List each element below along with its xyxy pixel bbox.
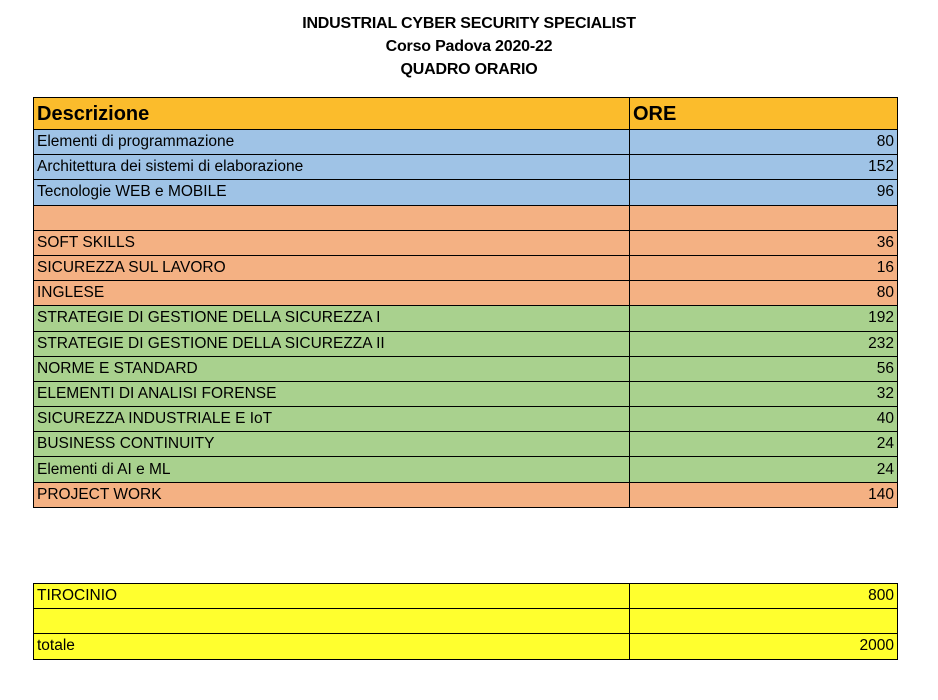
table-row <box>34 407 898 432</box>
row-ore: 16 <box>630 255 898 280</box>
summary-ore: 2000 <box>630 634 898 659</box>
summary-row-totale <box>34 634 898 659</box>
table-row <box>34 255 898 280</box>
title-line-1: INDUSTRIAL CYBER SECURITY SPECIALIST <box>302 15 636 32</box>
row-descrizione: INGLESE <box>34 281 630 306</box>
row-ore: 56 <box>630 356 898 381</box>
row-ore: 152 <box>630 155 898 180</box>
table-row <box>34 457 898 482</box>
table-row <box>34 432 898 457</box>
table-row <box>34 230 898 255</box>
row-ore: 140 <box>630 482 898 507</box>
table-row <box>34 381 898 406</box>
row-ore: 80 <box>630 281 898 306</box>
table-row <box>34 281 898 306</box>
row-descrizione: NORME E STANDARD <box>34 356 630 381</box>
row-descrizione: STRATEGIE DI GESTIONE DELLA SICUREZZA II <box>34 331 630 356</box>
row-ore: 24 <box>630 432 898 457</box>
row-ore: 96 <box>630 180 898 205</box>
row-descrizione: SICUREZZA SUL LAVORO <box>34 255 630 280</box>
row-descrizione: SICUREZZA INDUSTRIALE E IoT <box>34 407 630 432</box>
table-header-row <box>34 98 898 130</box>
row-descrizione: Elementi di AI e ML <box>34 457 630 482</box>
table-row <box>34 155 898 180</box>
row-descrizione <box>34 205 630 230</box>
row-ore: 232 <box>630 331 898 356</box>
row-ore: 24 <box>630 457 898 482</box>
summary-row-empty <box>34 609 898 634</box>
summary-row-tirocinio <box>34 584 898 609</box>
row-descrizione: Architettura dei sistemi di elaborazione <box>34 155 630 180</box>
header-descrizione: Descrizione <box>34 98 630 130</box>
table-row <box>34 306 898 331</box>
row-ore: 32 <box>630 381 898 406</box>
row-ore: 192 <box>630 306 898 331</box>
hours-table <box>33 97 898 508</box>
table-row <box>34 130 898 155</box>
summary-ore: 800 <box>630 584 898 609</box>
row-ore: 80 <box>630 130 898 155</box>
document-title-block <box>0 12 938 81</box>
row-descrizione: PROJECT WORK <box>34 482 630 507</box>
summary-descrizione: totale <box>34 634 630 659</box>
summary-table <box>33 583 898 660</box>
table-row <box>34 331 898 356</box>
summary-descrizione <box>34 609 630 634</box>
header-ore: ORE <box>630 98 898 130</box>
summary-ore <box>630 609 898 634</box>
title-line-2: Corso Padova 2020-22 <box>385 38 553 55</box>
row-ore: 40 <box>630 407 898 432</box>
row-descrizione: ELEMENTI DI ANALISI FORENSE <box>34 381 630 406</box>
row-ore <box>630 205 898 230</box>
row-descrizione: BUSINESS CONTINUITY <box>34 432 630 457</box>
table-row-empty <box>34 205 898 230</box>
row-descrizione: Elementi di programmazione <box>34 130 630 155</box>
row-descrizione: STRATEGIE DI GESTIONE DELLA SICUREZZA I <box>34 306 630 331</box>
row-ore: 36 <box>630 230 898 255</box>
row-descrizione: SOFT SKILLS <box>34 230 630 255</box>
table-row <box>34 180 898 205</box>
row-descrizione: Tecnologie WEB e MOBILE <box>34 180 630 205</box>
title-line-3: QUADRO ORARIO <box>400 61 538 78</box>
table-row <box>34 356 898 381</box>
summary-descrizione: TIROCINIO <box>34 584 630 609</box>
table-row <box>34 482 898 507</box>
